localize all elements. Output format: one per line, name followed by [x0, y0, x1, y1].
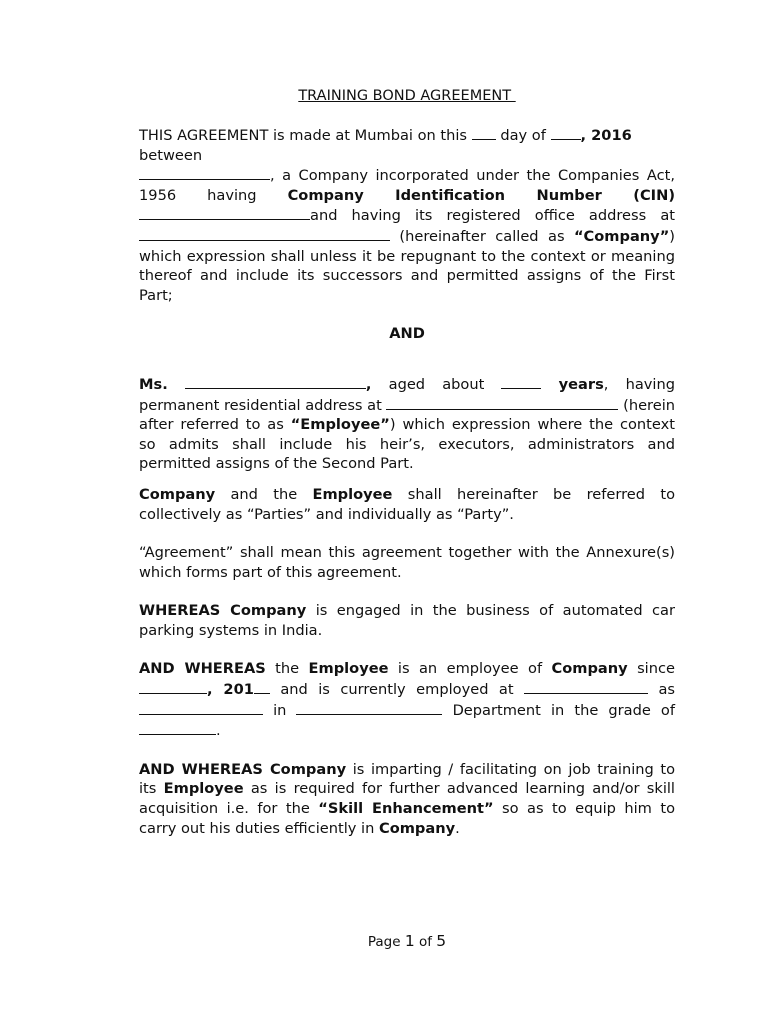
- whereas-2-employee: Employee: [308, 660, 389, 678]
- whereas-2-company: Company: [551, 660, 628, 678]
- company-para-text-4: ) which expression shall unless it be repugnant to the context or meaning thereof and include its successors and permitted assigns of the First Part;: [139, 227, 675, 304]
- whereas-2-text-1: the: [265, 660, 309, 678]
- cin-blank: [139, 205, 310, 220]
- employee-comma: ,: [365, 375, 372, 393]
- document-title: TRAINING BOND AGREEMENT: [298, 88, 516, 104]
- employed-at-blank: [524, 679, 648, 694]
- residential-address-blank: [386, 395, 618, 410]
- whereas-2-text-3: since: [627, 660, 675, 678]
- intro-year: , 2016: [580, 127, 632, 144]
- employee-para-text-2: (herein after referred to as: [139, 396, 676, 434]
- address-blank: [139, 226, 390, 241]
- intro-between: between: [139, 146, 203, 164]
- employee-aged: aged about: [371, 375, 502, 393]
- parties-paragraph: [139, 485, 675, 524]
- skill-enhancement-term: “Skill Enhancement”: [318, 800, 494, 818]
- company-term: “Company”: [573, 227, 670, 245]
- employee-name-blank: [185, 374, 366, 389]
- employee-paragraph: [139, 374, 675, 474]
- page-footer: [0, 932, 768, 950]
- parties-employee: Employee: [312, 485, 393, 503]
- whereas-2-text-4: and is currently employed at: [269, 681, 525, 699]
- whereas-3-employee: Employee: [163, 780, 244, 798]
- company-para-text-2: and having its registered office address at: [310, 207, 675, 225]
- parties-text-2: shall hereinafter be referred to collectively as “Parties” and individually as “Party”.: [139, 485, 675, 523]
- and-separator: AND: [389, 325, 425, 343]
- whereas-paragraph-3: [139, 760, 675, 838]
- company-name-blank: [139, 165, 270, 180]
- whereas-3-text-2: as is required for further advanced learning and/or skill acquisition i.e. for the: [139, 780, 675, 818]
- years-label: years: [558, 375, 604, 393]
- day-blank: [472, 125, 496, 140]
- whereas-3-text-1: is imparting / facilitating on job training to its: [139, 760, 676, 798]
- since-date-blank: [139, 679, 207, 694]
- employee-term: “Employee”: [290, 416, 390, 434]
- employee-para-text-3: ) which expression where the context so admits shall include his heir’s, executors, administrators and permitted assigns of the Second Part.: [139, 416, 675, 473]
- ms-label: Ms.: [139, 375, 168, 393]
- of-label: of: [414, 934, 437, 950]
- whereas-3-company: Company: [378, 819, 456, 837]
- whereas-2-text-6: in: [263, 701, 297, 719]
- intro-prefix: THIS AGREEMENT is made at Mumbai on this: [139, 127, 472, 144]
- whereas-2-text-2: is an employee of: [388, 660, 552, 678]
- whereas-2-text-7: Department in the grade of: [442, 701, 675, 719]
- whereas-1-text: is engaged in the business of automated car parking systems in India.: [139, 602, 675, 639]
- parties-company: Company: [139, 485, 216, 503]
- month-blank: [551, 125, 581, 140]
- whereas-2-text-5: as: [648, 681, 676, 699]
- whereas-paragraph-2: [139, 659, 675, 740]
- company-paragraph: [139, 165, 675, 305]
- agreement-definition-paragraph: “Agreement” shall mean this agreement together with the Annexure(s) which forms part of this agreement.: [139, 544, 675, 581]
- whereas-1-lead: WHEREAS Company: [139, 602, 307, 620]
- designation-blank: [139, 700, 263, 715]
- whereas-2-text-8: .: [216, 722, 221, 740]
- parties-text-1: and the: [215, 485, 313, 503]
- page-total: 5: [436, 932, 447, 950]
- company-para-text-3: (hereinafter called as: [390, 227, 574, 245]
- page-label: Page: [367, 934, 405, 950]
- whereas-3-text-3: so as to equip him to carry out his duties efficiently in: [139, 800, 676, 837]
- whereas-2-lead: AND WHEREAS: [139, 660, 266, 678]
- company-para-text-1: , a Company incorporated under the Companies Act, 1956 having: [139, 167, 675, 204]
- intro-day-of: day of: [495, 127, 551, 144]
- employee-para-text-1: , having permanent residential address at: [139, 375, 675, 414]
- whereas-3-text-4: .: [455, 819, 460, 837]
- cin-label: Company Identification Number (CIN): [287, 186, 675, 204]
- department-blank: [296, 700, 442, 715]
- whereas-2-year: , 201: [207, 681, 254, 699]
- grade-blank: [139, 720, 216, 735]
- intro-paragraph: [139, 125, 675, 165]
- since-year-blank: [254, 679, 270, 694]
- document-body: [139, 125, 675, 838]
- page-number: 1: [404, 932, 415, 950]
- whereas-paragraph-1: [139, 601, 675, 640]
- whereas-3-lead: AND WHEREAS Company: [139, 760, 347, 778]
- age-blank: [501, 374, 541, 389]
